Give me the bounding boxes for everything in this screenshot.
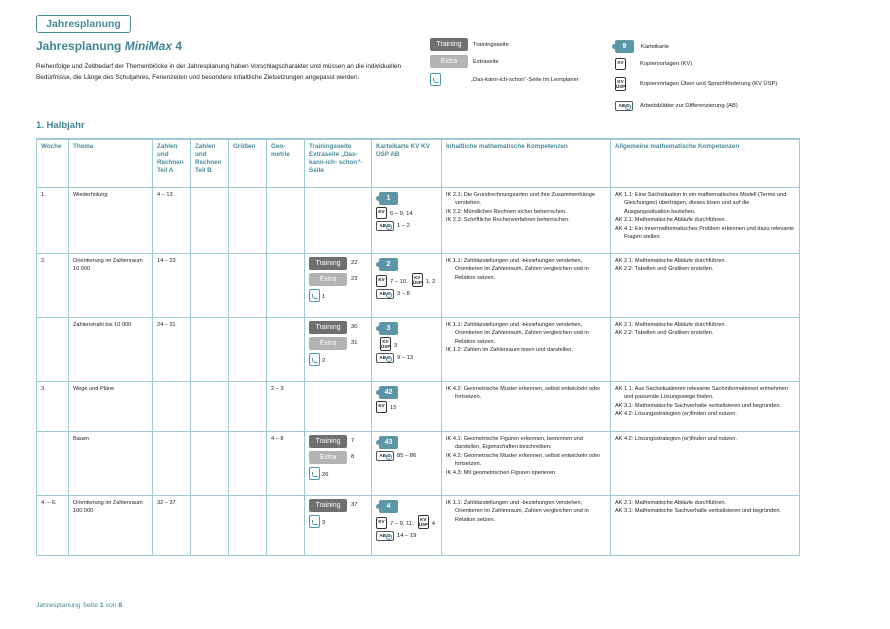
kv-icon: KV <box>376 401 387 413</box>
groessen-cell <box>229 381 267 431</box>
competency-item: IK 1.1: Zahldarstellungen und -beziehungen verstehen, Orientieren im Zahlenraum, Zahlen vergleichen und in Relation setzen. <box>446 321 589 345</box>
zahlen-a-cell: 32 – 37 <box>153 495 191 555</box>
geometrie-cell <box>267 253 305 317</box>
kv-icon: KV <box>376 275 387 287</box>
kvusp-pages: 1, 2 <box>425 279 436 285</box>
table-row <box>37 187 800 253</box>
table-row <box>37 253 800 317</box>
karteikarte-cell <box>372 495 442 555</box>
zahlen-b-cell <box>191 495 229 555</box>
col-woche: Woche <box>37 139 69 187</box>
extra-pill: Extra <box>309 273 347 286</box>
groessen-cell <box>229 431 267 495</box>
training-page: 22 <box>351 259 358 266</box>
zahlen-b-cell <box>191 381 229 431</box>
section-title: 1. Halbjahr <box>36 120 85 131</box>
ab-icon: AB D <box>376 451 394 461</box>
allgemein-cell <box>611 317 800 381</box>
groessen-cell <box>229 495 267 555</box>
extra-page: 31 <box>351 339 358 346</box>
geometrie-cell: 2 – 3 <box>267 381 305 431</box>
legend-kvusp: KV ÜSP Kopiervorlagen Üben und Sprachförderung (KV ÜSP) <box>616 79 778 89</box>
competency-item: AK 2.2: Tabellen und Grafiken erstellen. <box>615 266 714 272</box>
col-karteikarte: Karteikarte KV KV ÜSP AB <box>372 139 442 187</box>
groessen-cell <box>229 187 267 253</box>
zahlen-a-cell: 24 – 31 <box>153 317 191 381</box>
kv-icon: KV <box>615 58 626 70</box>
woche-cell: 2. <box>37 253 69 317</box>
kannich-icon <box>309 353 320 366</box>
karteikarte-cell <box>372 187 442 253</box>
kannich-page: 1 <box>322 294 326 300</box>
geometrie-cell <box>267 187 305 253</box>
kv-icon: KV <box>376 207 387 219</box>
competency-item: IK 4.2: Geometrische Muster erkennen, selbst entwickeln oder fortsetzen. <box>446 385 601 400</box>
training-pill: Training <box>309 321 347 334</box>
kannich-page: 2 <box>322 358 326 364</box>
table-row <box>37 495 800 555</box>
competency-item: AK 2.1: Mathematische Abläufe durchführen. <box>615 257 727 264</box>
training-cell <box>305 381 372 431</box>
karteikarte-icon: 1 <box>379 192 398 205</box>
geometrie-cell: 4 – 8 <box>267 431 305 495</box>
competency-item: AK 2.2: Tabellen und Grafiken erstellen. <box>615 330 714 336</box>
legend-extra: Extra Extraseite <box>430 55 499 68</box>
competency-item: IK 2.1: Die Grundrechnungsarten und ihre Zusammenhänge verstehen. <box>446 191 595 206</box>
ab-pages: 14 – 19 <box>397 533 417 539</box>
zahlen-b-cell <box>191 253 229 317</box>
intro-text: Reihenfolge und Zeitbedarf der Themenblöcke in der Jahresplanung haben Vorschlagscharakter und müssen an die individuellen Bedürfnisse, die Länge des Schuljahres, Ferienzeiten und besondere inhaltliche Zielsetzungen angepasst werden. <box>36 63 402 81</box>
ab-pages: 85 – 86 <box>397 453 417 459</box>
karteikarte-cell <box>372 381 442 431</box>
thema-cell: Orientierung im Zahlenraum 10 000 <box>69 253 153 317</box>
legend-ab: AB D Arbeitsblätter zur Differenzierung (AB) <box>615 101 738 111</box>
karteikarte-cell <box>372 317 442 381</box>
col-inhaltlich: Inhaltliche mathematische Kompetenzen <box>442 139 611 187</box>
groessen-cell <box>229 253 267 317</box>
kannich-icon <box>309 289 320 302</box>
table-row <box>37 431 800 495</box>
kannich-icon <box>430 73 441 86</box>
extra-page: 23 <box>351 275 358 282</box>
geometrie-cell <box>267 495 305 555</box>
training-cell <box>305 253 372 317</box>
karteikarte-icon: 43 <box>379 436 398 449</box>
zahlen-a-cell: 14 – 23 <box>153 253 191 317</box>
woche-cell: 4. – 6. <box>37 495 69 555</box>
zahlen-b-cell <box>191 317 229 381</box>
competency-item: AK 4.1: Ein innermathematisches Problem erkennen und dazu relevante Fragen stellen. <box>615 225 795 240</box>
woche-cell <box>37 317 69 381</box>
zahlen-b-cell <box>191 187 229 253</box>
competency-item: AK 2.1: Mathematische Abläufe durchführen. <box>615 321 727 328</box>
competency-item: IK 2.3: Schriftliche Rechenverfahren beherrschen. <box>446 217 570 223</box>
woche-cell: 1. <box>37 187 69 253</box>
kvusp-pages: 3 <box>394 343 398 349</box>
table-row <box>37 317 800 381</box>
geometrie-cell <box>267 317 305 381</box>
training-cell <box>305 495 372 555</box>
karteikarte-icon: 3 <box>379 322 398 335</box>
competency-item: IK 4.3: Mit geometrischen Figuren operieren. <box>446 469 557 476</box>
training-pill: Training <box>309 257 347 270</box>
col-trainingsseite: Trainingsseite Extraseite „Das-kann-ich- schon“-Seite <box>305 139 372 187</box>
competency-item: IK 4.2: Geometrische Muster erkennen, selbst entwickeln oder fortsetzen. <box>446 452 601 467</box>
training-page: 7 <box>351 437 355 444</box>
page-title: Jahresplanung MiniMax 4 <box>36 39 183 53</box>
competency-item: AK 4.2: Lösungsstrategien (er)finden und nutzen. <box>615 435 737 442</box>
woche-cell: 3. <box>37 381 69 431</box>
competency-item: AK 4.2: Lösungsstrategien (er)finden und nutzen. <box>615 411 737 417</box>
legend-training: Training Trainingsseite <box>430 38 509 51</box>
inhaltlich-cell <box>442 431 611 495</box>
inhaltlich-cell <box>442 187 611 253</box>
page-footer: Jahresplanung Seite 1 von 8 <box>36 602 123 609</box>
kannich-icon <box>309 515 320 528</box>
ab-icon: AB D <box>376 353 394 363</box>
zahlen-a-cell <box>153 381 191 431</box>
kvusp-icon: KV ÜSP <box>381 338 391 349</box>
ab-icon: AB D <box>376 531 394 541</box>
competency-item: IK 1.1: Zahldarstellungen und -beziehungen verstehen, Orientieren im Zahlenraum, Zahlen vergleichen und in Relation setzen. <box>446 257 589 281</box>
competency-item: IK 4.1: Geometrische Figuren erkennen, benennen und darstellen, Eigenschaften beschreiben. <box>446 435 583 450</box>
allgemein-cell <box>611 187 800 253</box>
thema-cell: Orientierung im Zahlenraum 100 000 <box>69 495 153 555</box>
kannich-icon <box>309 467 320 480</box>
competency-item: IK 2.2: Mündliches Rechnen sicher beherrschen. <box>446 208 567 215</box>
col-thema: Thema <box>69 139 153 187</box>
table-row <box>37 381 800 431</box>
kannich-page: 26 <box>322 472 329 478</box>
kvusp-pages: 4 <box>431 521 435 527</box>
col-geometrie: Geo- metrie <box>267 139 305 187</box>
legend-kannich: „Das-kann-ich-schon“-Seite im Lernplaner <box>430 73 579 86</box>
extra-page: 8 <box>351 453 355 460</box>
ab-pages: 1 – 2 <box>397 223 410 229</box>
competency-item: AK 3.1: Mathematische Sachverhalte verbalisieren und begründen. <box>615 508 782 514</box>
planning-table <box>36 138 800 556</box>
kv-pages: 7 – 9, 11; <box>390 521 414 527</box>
karteikarte-icon: 9 <box>615 40 634 53</box>
training-cell <box>305 187 372 253</box>
kvusp-icon: KV ÜSP <box>418 516 429 527</box>
woche-cell <box>37 431 69 495</box>
kv-pages: 15 <box>390 405 397 411</box>
extra-pill: Extra <box>430 55 468 68</box>
ab-pages: 9 – 13 <box>397 355 414 361</box>
thema-cell: Bauen <box>69 431 153 495</box>
kv-icon: KV <box>376 517 387 529</box>
kv-pages: 6 – 9, 14 <box>390 211 413 217</box>
karteikarte-cell <box>372 431 442 495</box>
inhaltlich-cell <box>442 253 611 317</box>
competency-item: AK 2.1: Mathematische Abläufe durchführen. <box>615 217 727 223</box>
section-tab-label: Jahresplanung <box>36 15 131 33</box>
competency-item: AK 1.1: Aus Sachsituationen relevante Sachinformationen entnehmen und passende Lösungswege finden. <box>615 385 788 400</box>
thema-cell: Wiederholung <box>69 187 153 253</box>
ab-icon: AB D <box>376 221 394 231</box>
ab-pages: 3 – 8 <box>397 291 410 297</box>
training-cell <box>305 317 372 381</box>
kvusp-icon: KV ÜSP <box>616 79 626 89</box>
allgemein-cell <box>611 495 800 555</box>
kv-pages: 7 – 10, <box>390 279 408 285</box>
col-zahlen-b: Zahlen und Rechnen Teil B <box>191 139 229 187</box>
col-zahlen-a: Zahlen und Rechnen Teil A <box>153 139 191 187</box>
kvusp-icon: KV ÜSP <box>412 274 422 285</box>
legend-karteikarte: 9 Karteikarte <box>615 40 669 53</box>
zahlen-a-cell: 4 – 13 <box>153 187 191 253</box>
inhaltlich-cell <box>442 495 611 555</box>
thema-cell: Zahlenstrahl bis 10 000 <box>69 317 153 381</box>
competency-item: AK 2.1: Mathematische Abläufe durchführen. <box>615 499 727 506</box>
inhaltlich-cell <box>442 381 611 431</box>
karteikarte-icon: 42 <box>379 386 398 399</box>
karteikarte-icon: 2 <box>379 258 398 271</box>
legend-kv: KV Kopiervorlagen (KV) <box>615 58 692 70</box>
training-pill: Training <box>309 499 347 512</box>
thema-cell: Wege und Pläne <box>69 381 153 431</box>
extra-pill: Extra <box>309 451 347 464</box>
training-page: 37 <box>351 501 358 508</box>
allgemein-cell <box>611 431 800 495</box>
karteikarte-cell <box>372 253 442 317</box>
zahlen-a-cell <box>153 431 191 495</box>
competency-item: IK 1.2: Zahlen im Zahlenraum lesen und darstellen. <box>446 347 573 353</box>
inhaltlich-cell <box>442 317 611 381</box>
groessen-cell <box>229 317 267 381</box>
ab-icon: AB D <box>376 289 394 299</box>
col-allgemein: Allgemeine mathematische Kompetenzen <box>611 139 800 187</box>
table-header-row <box>37 139 800 187</box>
karteikarte-icon: 4 <box>379 500 398 513</box>
kannich-page: 3 <box>322 520 326 526</box>
extra-pill: Extra <box>309 337 347 350</box>
competency-item: AK 1.1: Eine Sachsituation in ein mathematisches Modell (Terme und Gleichungen) übertragen, dieses lösen und auf die Ausgangssituation beziehen. <box>615 191 787 215</box>
col-groessen: Größen <box>229 139 267 187</box>
allgemein-cell <box>611 253 800 317</box>
zahlen-b-cell <box>191 431 229 495</box>
ab-icon: AB D <box>615 101 633 111</box>
training-pill: Training <box>309 435 347 448</box>
training-page: 30 <box>351 323 358 330</box>
competency-item: AK 3.1: Mathematische Sachverhalte verbalisieren und begründen. <box>615 402 782 409</box>
training-cell <box>305 431 372 495</box>
training-pill: Training <box>430 38 468 51</box>
competency-item: IK 1.1: Zahldarstellungen und -beziehungen verstehen, Orientieren im Zahlenraum, Zahlen vergleichen und in Relation setzen. <box>446 499 589 523</box>
allgemein-cell <box>611 381 800 431</box>
